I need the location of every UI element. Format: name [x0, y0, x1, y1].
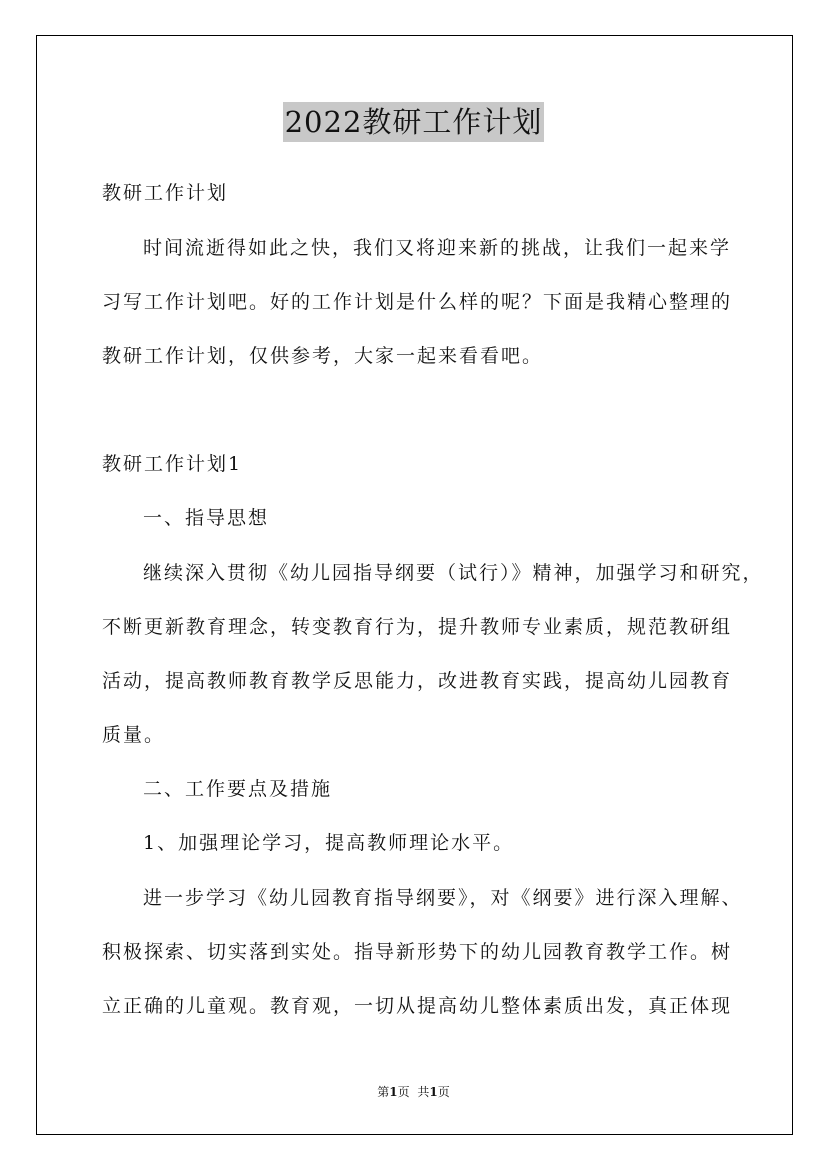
paragraph-line: 时间流逝得如此之快，我们又将迎来新的挑战，让我们一起来学	[143, 237, 732, 259]
title-container	[0, 102, 827, 142]
subheading: 二、工作要点及措施	[143, 778, 333, 800]
footer-page-prefix: 第	[377, 1085, 390, 1099]
paragraph-line: 习写工作计划吧。好的工作计划是什么样的呢？下面是我精心整理的	[102, 291, 733, 313]
section-heading: 教研工作计划1	[102, 453, 243, 475]
footer-page-current: 1	[389, 1085, 398, 1099]
page-footer	[0, 1084, 827, 1100]
paragraph-line: 继续深入贯彻《幼儿园指导纲要（试行）》精神，加强学习和研究，	[143, 562, 764, 584]
subheading: 一、指导思想	[143, 507, 270, 529]
footer-total-pages: 1	[429, 1085, 438, 1099]
paragraph-line: 不断更新教育理念，转变教育行为，提升教师专业素质，规范教研组	[102, 616, 733, 638]
paragraph-line: 积极探索、切实落到实处。指导新形势下的幼儿园教育教学工作。树	[102, 941, 733, 963]
footer-total-suffix: 页	[437, 1085, 450, 1099]
paragraph-line: 活动，提高教师教育教学反思能力，改进教育实践，提高幼儿园教育	[102, 670, 733, 692]
paragraph-line: 教研工作计划，仅供参考，大家一起来看看吧。	[102, 345, 544, 367]
section-heading: 教研工作计划	[102, 182, 229, 204]
paragraph-line: 进一步学习《幼儿园教育指导纲要》，对《纲要》进行深入理解、	[143, 887, 743, 909]
paragraph-line: 1、加强理论学习，提高教师理论水平。	[143, 832, 515, 854]
document-title: 2022教研工作计划	[283, 102, 545, 142]
footer-page-suffix: 页	[397, 1085, 410, 1099]
footer-total-prefix: 共	[417, 1085, 430, 1099]
paragraph-line: 立正确的儿童观。教育观，一切从提高幼儿整体素质出发，真正体现	[102, 995, 733, 1017]
paragraph-line: 质量。	[102, 724, 166, 746]
